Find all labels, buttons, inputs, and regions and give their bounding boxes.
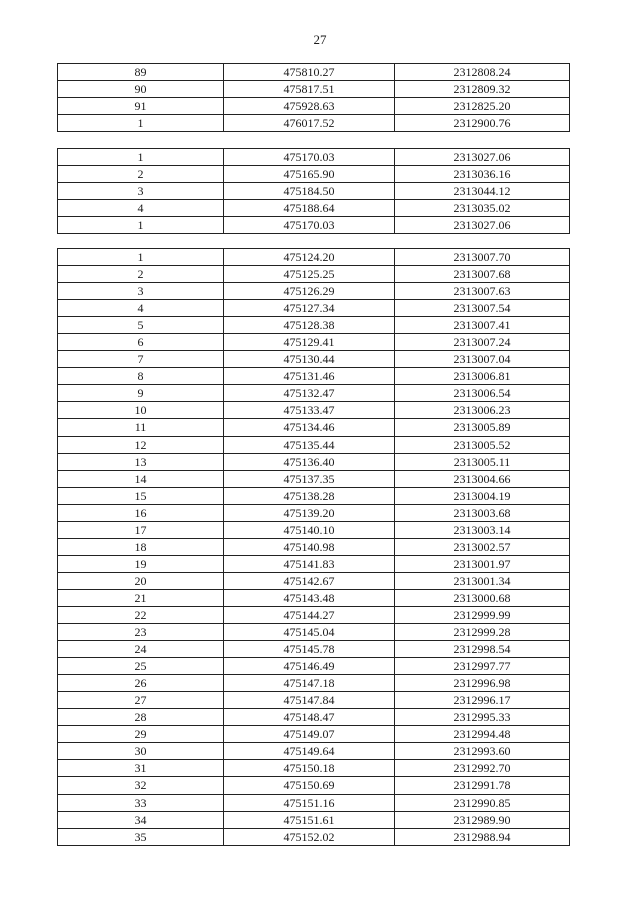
y-coordinate-cell: 2313004.66 (395, 470, 570, 487)
table-row (58, 385, 570, 402)
x-coordinate-cell: 475145.78 (224, 641, 395, 658)
y-coordinate-cell: 2312996.17 (395, 692, 570, 709)
y-coordinate-cell: 2313000.68 (395, 589, 570, 606)
x-coordinate-cell: 476017.52 (224, 115, 395, 132)
x-coordinate-cell: 475151.16 (224, 794, 395, 811)
x-coordinate-cell: 475129.41 (224, 334, 395, 351)
table-row (58, 589, 570, 606)
table-row (58, 538, 570, 555)
x-coordinate-cell: 475138.28 (224, 487, 395, 504)
table-row (58, 115, 570, 132)
coordinates-table-2 (57, 148, 570, 234)
point-number-cell: 5 (58, 317, 224, 334)
point-number-cell: 1 (58, 149, 224, 166)
table-row (58, 743, 570, 760)
point-number-cell: 27 (58, 692, 224, 709)
x-coordinate-cell: 475137.35 (224, 470, 395, 487)
y-coordinate-cell: 2313001.97 (395, 555, 570, 572)
y-coordinate-cell: 2312995.33 (395, 709, 570, 726)
table-row (58, 149, 570, 166)
x-coordinate-cell: 475152.02 (224, 828, 395, 845)
point-number-cell: 18 (58, 538, 224, 555)
x-coordinate-cell: 475126.29 (224, 283, 395, 300)
y-coordinate-cell: 2312999.99 (395, 606, 570, 623)
x-coordinate-cell: 475143.48 (224, 589, 395, 606)
table-row (58, 709, 570, 726)
table-row (58, 98, 570, 115)
point-number-cell: 3 (58, 283, 224, 300)
table-row (58, 266, 570, 283)
y-coordinate-cell: 2312988.94 (395, 828, 570, 845)
table-row (58, 436, 570, 453)
x-coordinate-cell: 475140.10 (224, 521, 395, 538)
y-coordinate-cell: 2313006.23 (395, 402, 570, 419)
y-coordinate-cell: 2313007.63 (395, 283, 570, 300)
table-row (58, 624, 570, 641)
point-number-cell: 8 (58, 368, 224, 385)
x-coordinate-cell: 475170.03 (224, 149, 395, 166)
y-coordinate-cell: 2313003.68 (395, 504, 570, 521)
point-number-cell: 13 (58, 453, 224, 470)
point-number-cell: 2 (58, 266, 224, 283)
x-coordinate-cell: 475140.98 (224, 538, 395, 555)
point-number-cell: 1 (58, 115, 224, 132)
table-row (58, 726, 570, 743)
table-row (58, 368, 570, 385)
table-row (58, 521, 570, 538)
y-coordinate-cell: 2312993.60 (395, 743, 570, 760)
y-coordinate-cell: 2313044.12 (395, 183, 570, 200)
point-number-cell: 16 (58, 504, 224, 521)
y-coordinate-cell: 2312992.70 (395, 760, 570, 777)
point-number-cell: 17 (58, 521, 224, 538)
x-coordinate-cell: 475147.84 (224, 692, 395, 709)
y-coordinate-cell: 2313027.06 (395, 149, 570, 166)
table-row (58, 828, 570, 845)
table-row (58, 166, 570, 183)
point-number-cell: 2 (58, 166, 224, 183)
x-coordinate-cell: 475139.20 (224, 504, 395, 521)
x-coordinate-cell: 475124.20 (224, 249, 395, 266)
table-row (58, 300, 570, 317)
y-coordinate-cell: 2313005.52 (395, 436, 570, 453)
x-coordinate-cell: 475142.67 (224, 572, 395, 589)
y-coordinate-cell: 2313007.54 (395, 300, 570, 317)
page-number: 27 (313, 32, 327, 47)
point-number-cell: 10 (58, 402, 224, 419)
table-row (58, 453, 570, 470)
point-number-cell: 29 (58, 726, 224, 743)
point-number-cell: 12 (58, 436, 224, 453)
y-coordinate-cell: 2313007.04 (395, 351, 570, 368)
x-coordinate-cell: 475170.03 (224, 217, 395, 234)
point-number-cell: 20 (58, 572, 224, 589)
y-coordinate-cell: 2313027.06 (395, 217, 570, 234)
x-coordinate-cell: 475147.18 (224, 675, 395, 692)
x-coordinate-cell: 475148.47 (224, 709, 395, 726)
point-number-cell: 11 (58, 419, 224, 436)
point-number-cell: 22 (58, 606, 224, 623)
table-row (58, 675, 570, 692)
x-coordinate-cell: 475125.25 (224, 266, 395, 283)
coordinates-table-3 (57, 248, 570, 846)
x-coordinate-cell: 475135.44 (224, 436, 395, 453)
point-number-cell: 24 (58, 641, 224, 658)
x-coordinate-cell: 475127.34 (224, 300, 395, 317)
point-number-cell: 9 (58, 385, 224, 402)
x-coordinate-cell: 475150.18 (224, 760, 395, 777)
y-coordinate-cell: 2313005.11 (395, 453, 570, 470)
point-number-cell: 28 (58, 709, 224, 726)
table-row (58, 572, 570, 589)
y-coordinate-cell: 2313007.68 (395, 266, 570, 283)
table-row (58, 283, 570, 300)
point-number-cell: 1 (58, 249, 224, 266)
x-coordinate-cell: 475130.44 (224, 351, 395, 368)
table-row (58, 64, 570, 81)
coordinates-table-1 (57, 63, 570, 132)
table-row (58, 555, 570, 572)
y-coordinate-cell: 2313002.57 (395, 538, 570, 555)
point-number-cell: 1 (58, 217, 224, 234)
point-number-cell: 3 (58, 183, 224, 200)
point-number-cell: 31 (58, 760, 224, 777)
table-row (58, 81, 570, 98)
x-coordinate-cell: 475149.64 (224, 743, 395, 760)
y-coordinate-cell: 2313004.19 (395, 487, 570, 504)
x-coordinate-cell: 475184.50 (224, 183, 395, 200)
table-row (58, 606, 570, 623)
y-coordinate-cell: 2312809.32 (395, 81, 570, 98)
table-row (58, 351, 570, 368)
point-number-cell: 91 (58, 98, 224, 115)
x-coordinate-cell: 475188.64 (224, 200, 395, 217)
table-row (58, 794, 570, 811)
point-number-cell: 34 (58, 811, 224, 828)
table-row (58, 217, 570, 234)
table-row (58, 317, 570, 334)
y-coordinate-cell: 2312999.28 (395, 624, 570, 641)
x-coordinate-cell: 475150.69 (224, 777, 395, 794)
y-coordinate-cell: 2312900.76 (395, 115, 570, 132)
point-number-cell: 6 (58, 334, 224, 351)
y-coordinate-cell: 2313003.14 (395, 521, 570, 538)
point-number-cell: 32 (58, 777, 224, 794)
table-row (58, 504, 570, 521)
point-number-cell: 19 (58, 555, 224, 572)
x-coordinate-cell: 475928.63 (224, 98, 395, 115)
x-coordinate-cell: 475810.27 (224, 64, 395, 81)
y-coordinate-cell: 2312997.77 (395, 658, 570, 675)
y-coordinate-cell: 2312825.20 (395, 98, 570, 115)
point-number-cell: 90 (58, 81, 224, 98)
table-row (58, 658, 570, 675)
y-coordinate-cell: 2312996.98 (395, 675, 570, 692)
table-row (58, 334, 570, 351)
table-row (58, 760, 570, 777)
y-coordinate-cell: 2313006.54 (395, 385, 570, 402)
y-coordinate-cell: 2313001.34 (395, 572, 570, 589)
table-row (58, 641, 570, 658)
table-row (58, 470, 570, 487)
y-coordinate-cell: 2312994.48 (395, 726, 570, 743)
table-row (58, 811, 570, 828)
x-coordinate-cell: 475134.46 (224, 419, 395, 436)
table-body (58, 149, 570, 234)
point-number-cell: 25 (58, 658, 224, 675)
table-row (58, 402, 570, 419)
point-number-cell: 21 (58, 589, 224, 606)
y-coordinate-cell: 2313007.70 (395, 249, 570, 266)
point-number-cell: 89 (58, 64, 224, 81)
table-row (58, 419, 570, 436)
y-coordinate-cell: 2312808.24 (395, 64, 570, 81)
table-row (58, 777, 570, 794)
y-coordinate-cell: 2313005.89 (395, 419, 570, 436)
point-number-cell: 30 (58, 743, 224, 760)
table-body (58, 64, 570, 132)
x-coordinate-cell: 475817.51 (224, 81, 395, 98)
x-coordinate-cell: 475149.07 (224, 726, 395, 743)
table-row (58, 692, 570, 709)
x-coordinate-cell: 475141.83 (224, 555, 395, 572)
point-number-cell: 33 (58, 794, 224, 811)
x-coordinate-cell: 475131.46 (224, 368, 395, 385)
point-number-cell: 14 (58, 470, 224, 487)
y-coordinate-cell: 2313006.81 (395, 368, 570, 385)
x-coordinate-cell: 475145.04 (224, 624, 395, 641)
x-coordinate-cell: 475165.90 (224, 166, 395, 183)
x-coordinate-cell: 475151.61 (224, 811, 395, 828)
point-number-cell: 23 (58, 624, 224, 641)
point-number-cell: 7 (58, 351, 224, 368)
y-coordinate-cell: 2313007.24 (395, 334, 570, 351)
x-coordinate-cell: 475132.47 (224, 385, 395, 402)
x-coordinate-cell: 475128.38 (224, 317, 395, 334)
y-coordinate-cell: 2312998.54 (395, 641, 570, 658)
x-coordinate-cell: 475136.40 (224, 453, 395, 470)
y-coordinate-cell: 2312991.78 (395, 777, 570, 794)
y-coordinate-cell: 2312989.90 (395, 811, 570, 828)
table-row (58, 487, 570, 504)
table-row (58, 183, 570, 200)
y-coordinate-cell: 2313007.41 (395, 317, 570, 334)
point-number-cell: 4 (58, 300, 224, 317)
x-coordinate-cell: 475133.47 (224, 402, 395, 419)
x-coordinate-cell: 475144.27 (224, 606, 395, 623)
y-coordinate-cell: 2313036.16 (395, 166, 570, 183)
y-coordinate-cell: 2312990.85 (395, 794, 570, 811)
table-body (58, 249, 570, 846)
point-number-cell: 26 (58, 675, 224, 692)
point-number-cell: 4 (58, 200, 224, 217)
y-coordinate-cell: 2313035.02 (395, 200, 570, 217)
point-number-cell: 35 (58, 828, 224, 845)
point-number-cell: 15 (58, 487, 224, 504)
x-coordinate-cell: 475146.49 (224, 658, 395, 675)
table-row (58, 200, 570, 217)
table-row (58, 249, 570, 266)
